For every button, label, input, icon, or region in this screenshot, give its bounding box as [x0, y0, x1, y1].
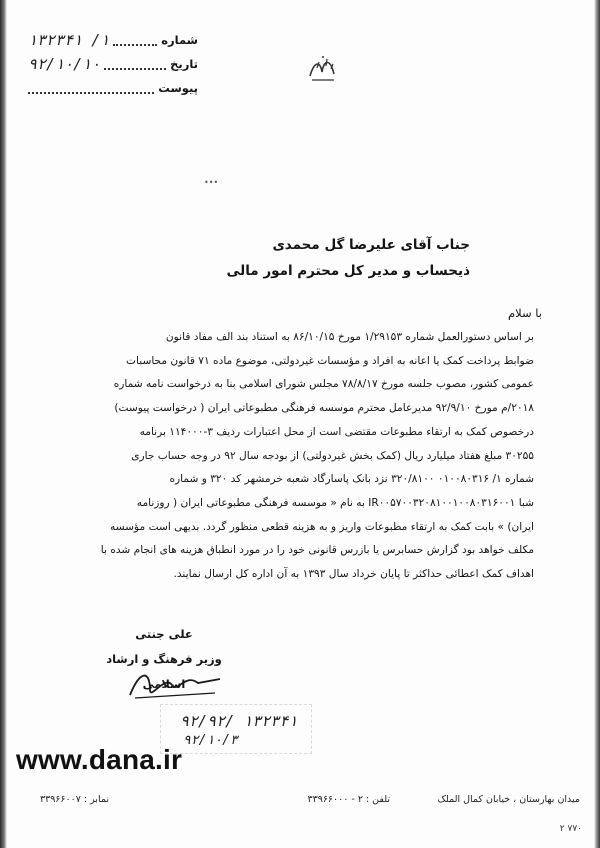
- body-line: درخصوص کمک به ارتقاء مطبوعات مقتضی است از محل اعتبارات ردیف ۳-۱۱۴۰۰۰ برنامه: [139, 425, 534, 438]
- letter-body: [96, 326, 534, 587]
- stamp-date: ۹۲/۱۰/۳: [183, 733, 238, 748]
- number-value: ۱/ ۱۳۲۳۴۱: [28, 31, 110, 49]
- number-row: [28, 28, 198, 52]
- letter-header-fields: [28, 28, 198, 100]
- greeting: با سلام: [508, 306, 542, 320]
- body-line: شبا IR۰۰۵۷۰۰۳۲۰۸۱۰۰۱۰۰۸۰۳۱۶۰۰۱ به نام « موسسه فرهنگی مطبوعاتی ایران ( روزنامه: [136, 496, 534, 509]
- site-watermark: www.dana.ir: [16, 744, 183, 775]
- number-dots: [113, 34, 157, 46]
- addressee-name: جناب آقای علیرضا گل محمدی: [272, 237, 470, 253]
- attachment-row: [28, 76, 198, 100]
- addressee-title: ذیحساب و مدیر کل محترم امور مالی: [226, 263, 470, 279]
- body-line: مکلف خواهد بود گزارش حسابرس یا بازرس قانونی خود را در مورد انطباق هزینه های انجام شده با: [100, 544, 534, 557]
- number-label: شماره: [161, 33, 198, 47]
- body-line: اهداف کمک اعطائی حداکثر تا پایان خرداد سال ۱۳۹۳ به آن اداره کل ارسال نمایند.: [173, 568, 534, 581]
- body-line: عمومی کشور، مصوب جلسه مورخ ۷۸/۸/۱۷ مجلس شورای اسلامی بنا به درخواست نامه شماره: [113, 378, 534, 391]
- scan-speck: •••: [204, 178, 219, 187]
- body-line: ۲۰۱۸/م مورخ ۹۲/۹/۱۰ مدیرعامل محترم موسسه فرهنگی مطبوعاتی ایران ( درخواست پیوست): [114, 402, 534, 415]
- stamp-number: ۹۲/۹۲/ ۱۳۲۳۴۱: [180, 712, 298, 730]
- addressee-block: [170, 232, 470, 284]
- signer-name: علی جنتی: [135, 627, 193, 641]
- date-value: ۹۲/۱۰/۱۰: [28, 55, 101, 73]
- date-row: [28, 52, 198, 76]
- signer-title: وزیر فرهنگ و ارشاد اسلامی: [106, 652, 222, 691]
- date-dots: [104, 58, 166, 70]
- page-number: ۲ ۷۷۰: [559, 824, 582, 834]
- body-line: ۳۰۲۵۵ مبلغ هفتاد میلیارد ریال (کمک بخش غیردولتی) از بودجه سال ۹۲ در وجه حساب جاری: [131, 449, 534, 462]
- attachment-label: پیوست: [158, 81, 198, 95]
- handwritten-signature: [120, 665, 230, 705]
- footer-address: میدان بهارستان ، خیابان کمال الملک: [437, 794, 580, 805]
- body-line: ضوابط پرداخت کمک یا اعانه به افراد و مؤسسات غیردولتی، موضوع ماده ۷۱ قانون محاسبات: [126, 354, 534, 367]
- scan-edge-right: [594, 0, 600, 848]
- date-label: تاریخ: [170, 57, 198, 71]
- scan-edge-left: [0, 0, 7, 848]
- footer-fax: نمابر : ۳۳۹۶۶۰۰۷: [40, 794, 109, 805]
- footer-phone: تلفن : ۲ - ۳۳۹۶۶۰۰۰: [307, 794, 390, 805]
- bismillah-calligraphy-icon: [306, 52, 340, 86]
- body-line: شماره ۱/ ۰۱۰۰۸۰۳۱۶ ۳۲۰/۸۱۰۰ نزد بانک پاسارگاد شعبه خرمشهر کد ۳۲۰ و شماره: [169, 473, 534, 486]
- attachment-dots: [28, 82, 154, 94]
- body-line: ایران) » بابت کمک به ارتقاء مطبوعات واریز و به هزینه قطعی منظور گردد. بدیهی است مؤسسه: [110, 520, 534, 533]
- body-line: بر اساس دستورالعمل شماره ۱/۲۹۱۵۳ مورخ ۸۶/۱۰/۱۵ به استناد بند الف مفاد قانون: [165, 331, 534, 343]
